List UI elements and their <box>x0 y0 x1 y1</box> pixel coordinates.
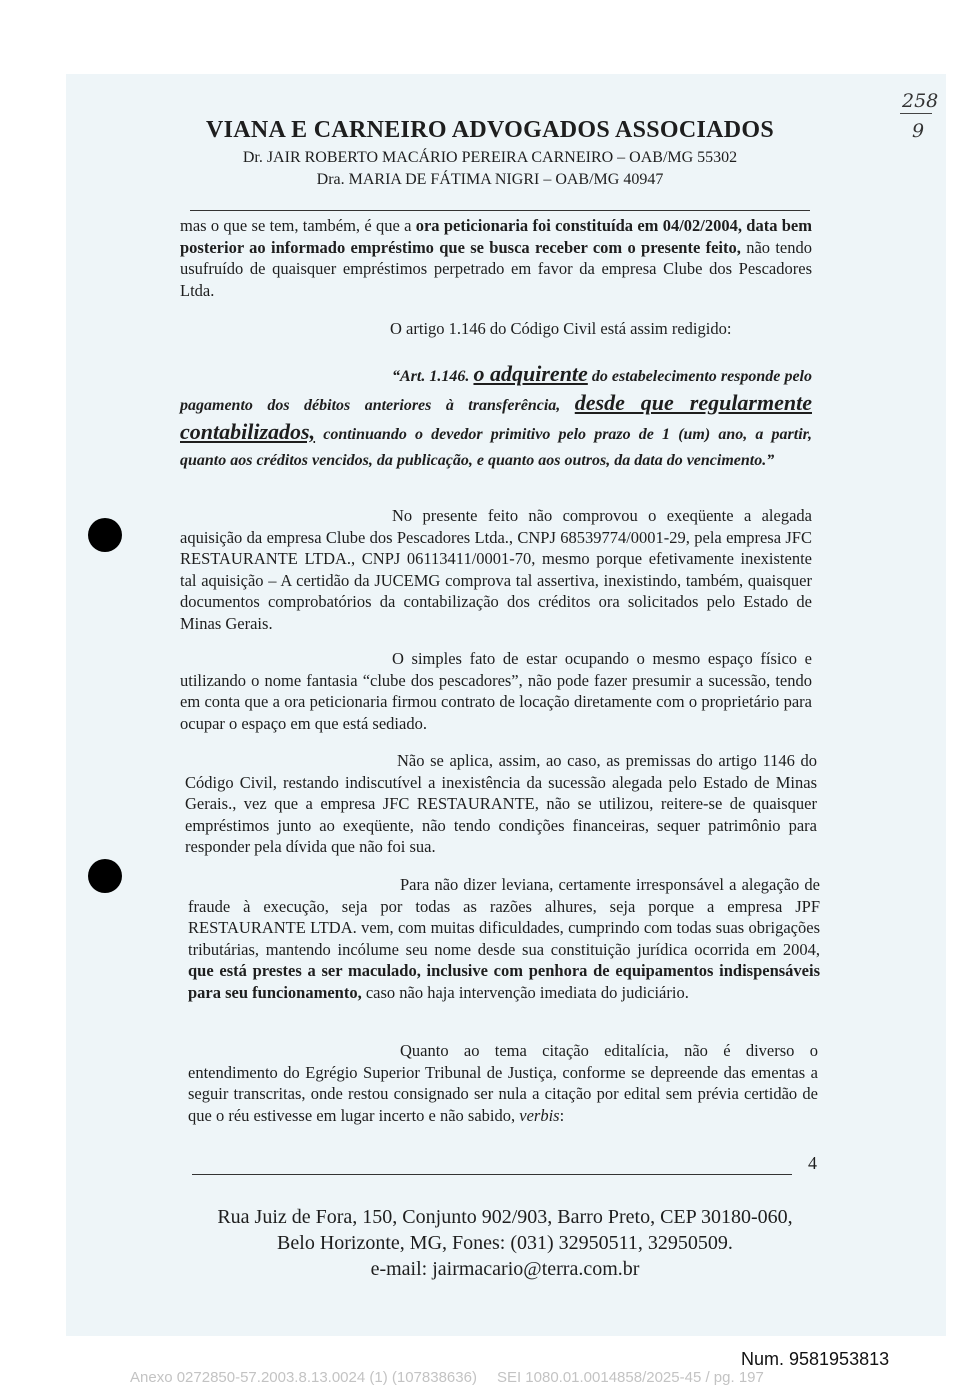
annex-reference: Anexo 0272850-57.2003.8.13.0024 (1) (107838636) <box>130 1369 477 1386</box>
firm-name: VIANA E CARNEIRO ADVOGADOS ASSOCIADOS <box>205 117 775 143</box>
handwritten-divider <box>900 113 932 114</box>
lawyer-1: Dr. JAIR ROBERTO MACÁRIO PEREIRA CARNEIRO – OAB/MG 55302 <box>242 149 738 166</box>
handwritten-mark: 9 <box>912 120 925 142</box>
handwritten-folio: 258 <box>902 90 939 112</box>
footer-line-3: e-mail: jairmacario@terra.com.br <box>370 1258 640 1280</box>
paragraph-1-start: mas o que se tem, também, é que a <box>180 216 416 235</box>
paragraph-6-start: Para não dizer leviana, certamente irresponsável a alegação de fraude à execução, seja por todas as razões alhures, seja porque a empresa JPF RESTAURANTE LTDA. vem, com muitas dificuldades, cumprindo com todas suas obrigações tributárias, mantendo incólume seu nome desde sua constituição jurídica ocorrida em 2004, <box>188 875 820 959</box>
paragraph-5: Não se aplica, assim, ao caso, as premissas do artigo 1146 do Código Civil, restando indiscutível a inexistência da sucessão alegada pelo Estado de Minas Gerais., vez que a empresa JFC RESTAURANTE, não se utilizou, reitere-se de quaisquer empréstimos junto ao exeqüente, não tendo condições financeiras, sequer patrimônio para responder pela dívida que não foi sua. <box>185 751 817 856</box>
footer-rule <box>192 1174 792 1175</box>
annex-stamp <box>130 1369 764 1386</box>
punch-hole <box>88 859 122 893</box>
page-number: 4 <box>808 1153 817 1173</box>
paragraph-4: O simples fato de estar ocupando o mesmo espaço físico e utilizando o nome fantasia “clube dos pescadores”, não pode fazer presumir a sucessão, tendo em conta que a ora peticionaria firmou contrato de locação diretamente com o proprietário para ocupar o espaço em que está sediado. <box>180 649 812 733</box>
footer-line-2: Belo Horizonte, MG, Fones: (031) 32950511, 32950509. <box>277 1232 733 1254</box>
footer-address <box>150 1204 860 1282</box>
punch-hole <box>88 518 122 552</box>
paragraph-7-italic: verbis <box>519 1105 560 1125</box>
document-number: Num. 9581953813 <box>741 1349 890 1369</box>
paragraph-6-end: caso não haja intervenção imediata do judiciário. <box>361 982 689 1002</box>
paragraph-1-end: não tendo usufruído de quaisquer empréstimos perpetrado em favor da empresa Clube dos Pescadores Ltda. <box>180 237 812 300</box>
header-rule <box>190 210 810 211</box>
paragraph-3: No presente feito não comprovou o exeqüente a alegada aquisição da empresa Clube dos Pescadores Ltda., CNPJ 68539774/0001-29, pela empresa JFC RESTAURANTE LTDA., CNPJ 06113411/0001-70, mesmo porque efetivamente inexistente tal aquisição – A certidão da JUCEMG comprova tal assertiva, inexistindo, também, quaisquer documentos comprobatórios da contabilização dos créditos ora solicitados pelo Estado de Minas Gerais. <box>180 506 812 633</box>
paragraph-7-end: : <box>559 1105 565 1125</box>
paragraph-7 <box>188 1040 818 1126</box>
paragraph-1 <box>180 215 812 301</box>
paragraph-1-bold: ora peticionaria foi constituída em 04/02/2004, data bem posterior ao informado empréstimo que se busca receber com o presente feito, <box>180 216 812 257</box>
quote-end: continuando o devedor primitivo pelo prazo de 1 (um) ano, a partir, quanto aos créditos vencidos, da publicação, e quanto aos outros, da data do vencimento.” <box>180 426 812 469</box>
quote-middle: do estabelecimento responde pelo pagamento dos débitos anteriores à transferência, <box>180 368 812 414</box>
lawyer-2: Dra. MARIA DE FÁTIMA NIGRI – OAB/MG 40947 <box>316 171 664 188</box>
quote-start: “Art. 1.146. <box>392 368 474 385</box>
paragraph-2: O artigo 1.146 do Código Civil está assim redigido: <box>390 319 732 338</box>
article-quote <box>180 361 812 474</box>
quote-emph-1: o adquirente <box>473 361 588 386</box>
sei-reference: SEI 1080.01.0014858/2025-45 / pg. 197 <box>496 1369 764 1386</box>
paragraph-7-start: Quanto ao tema citação editalícia, não é diverso o entendimento do Egrégio Superior Tribunal de Justiça, conforme se depreende das ementas a seguir transcritas, onde restou consignado ser nula a citação por edital sem prévia certidão de que o réu estivesse em lugar incerto e não sabido, <box>188 1041 818 1125</box>
footer-line-1: Rua Juiz de Fora, 150, Conjunto 902/903, Barro Preto, CEP 30180-060, <box>217 1206 793 1228</box>
paragraph-6 <box>188 874 820 1003</box>
quote-emph-2: desde que regularmente contabilizados, <box>180 390 812 444</box>
paragraph-6-bold: que está prestes a ser maculado, inclusive com penhora de equipamentos indispensáveis para seu funcionamento, <box>188 961 820 1002</box>
